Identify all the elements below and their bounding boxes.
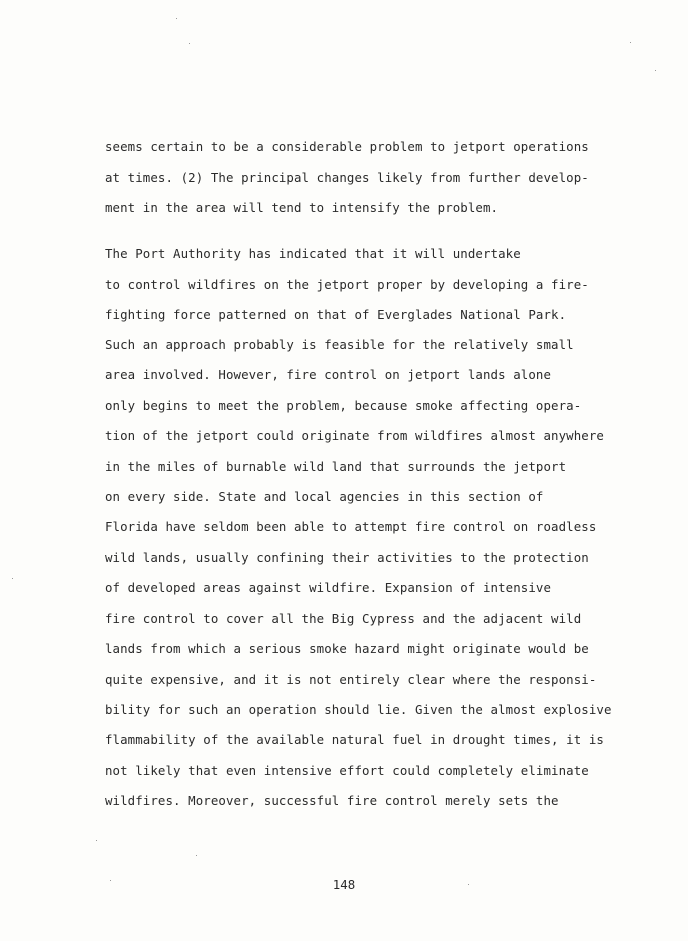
- text-line: flammability of the available natural fuel in drought times, it is: [105, 732, 604, 747]
- text-line: in the miles of burnable wild land that surrounds the jetport: [105, 459, 567, 474]
- text-line: bility for such an operation should lie. Given the almost explosive: [105, 702, 612, 717]
- text-line: area involved. However, fire control on jetport lands alone: [105, 367, 552, 382]
- text-line: fire control to cover all the Big Cypress and the adjacent wild: [105, 611, 582, 626]
- scan-speck: [189, 43, 190, 44]
- text-line: quite expensive, and it is not entirely clear where the responsi-: [105, 672, 597, 687]
- text-line: seems certain to be a considerable problem to jetport operations: [105, 139, 589, 154]
- text-line: wildfires. Moreover, successful fire control merely sets the: [105, 793, 559, 808]
- scan-speck: [655, 70, 656, 71]
- text-line: Such an approach probably is feasible for the relatively small: [105, 337, 574, 352]
- text-line: wild lands, usually confining their activities to the protection: [105, 550, 589, 565]
- text-line: The Port Authority has indicated that it will undertake: [105, 246, 521, 261]
- text-line: of developed areas against wildfire. Expansion of intensive: [105, 580, 552, 595]
- scan-speck: [630, 42, 631, 43]
- scan-speck: [196, 855, 197, 856]
- text-line: only begins to meet the problem, because smoke affecting opera-: [105, 398, 582, 413]
- text-line: not likely that even intensive effort could completely eliminate: [105, 763, 589, 778]
- scan-speck: [468, 884, 469, 885]
- text-line: ment in the area will tend to intensify the problem.: [105, 200, 499, 215]
- text-line: lands from which a serious smoke hazard might originate would be: [105, 641, 589, 656]
- text-line: at times. (2) The principal changes likely from further develop-: [105, 170, 589, 185]
- scan-speck: [96, 840, 97, 841]
- text-line: Florida have seldom been able to attempt fire control on roadless: [105, 519, 597, 534]
- text-line: fighting force patterned on that of Everglades National Park.: [105, 307, 567, 322]
- scan-speck: [12, 578, 13, 579]
- scan-speck: [176, 18, 177, 19]
- text-line: on every side. State and local agencies in this section of: [105, 489, 544, 504]
- scan-speck: [110, 880, 111, 881]
- text-line: to control wildfires on the jetport proper by developing a fire-: [105, 277, 589, 292]
- text-line: tion of the jetport could originate from wildfires almost anywhere: [105, 428, 604, 443]
- page-number: 148: [332, 877, 356, 892]
